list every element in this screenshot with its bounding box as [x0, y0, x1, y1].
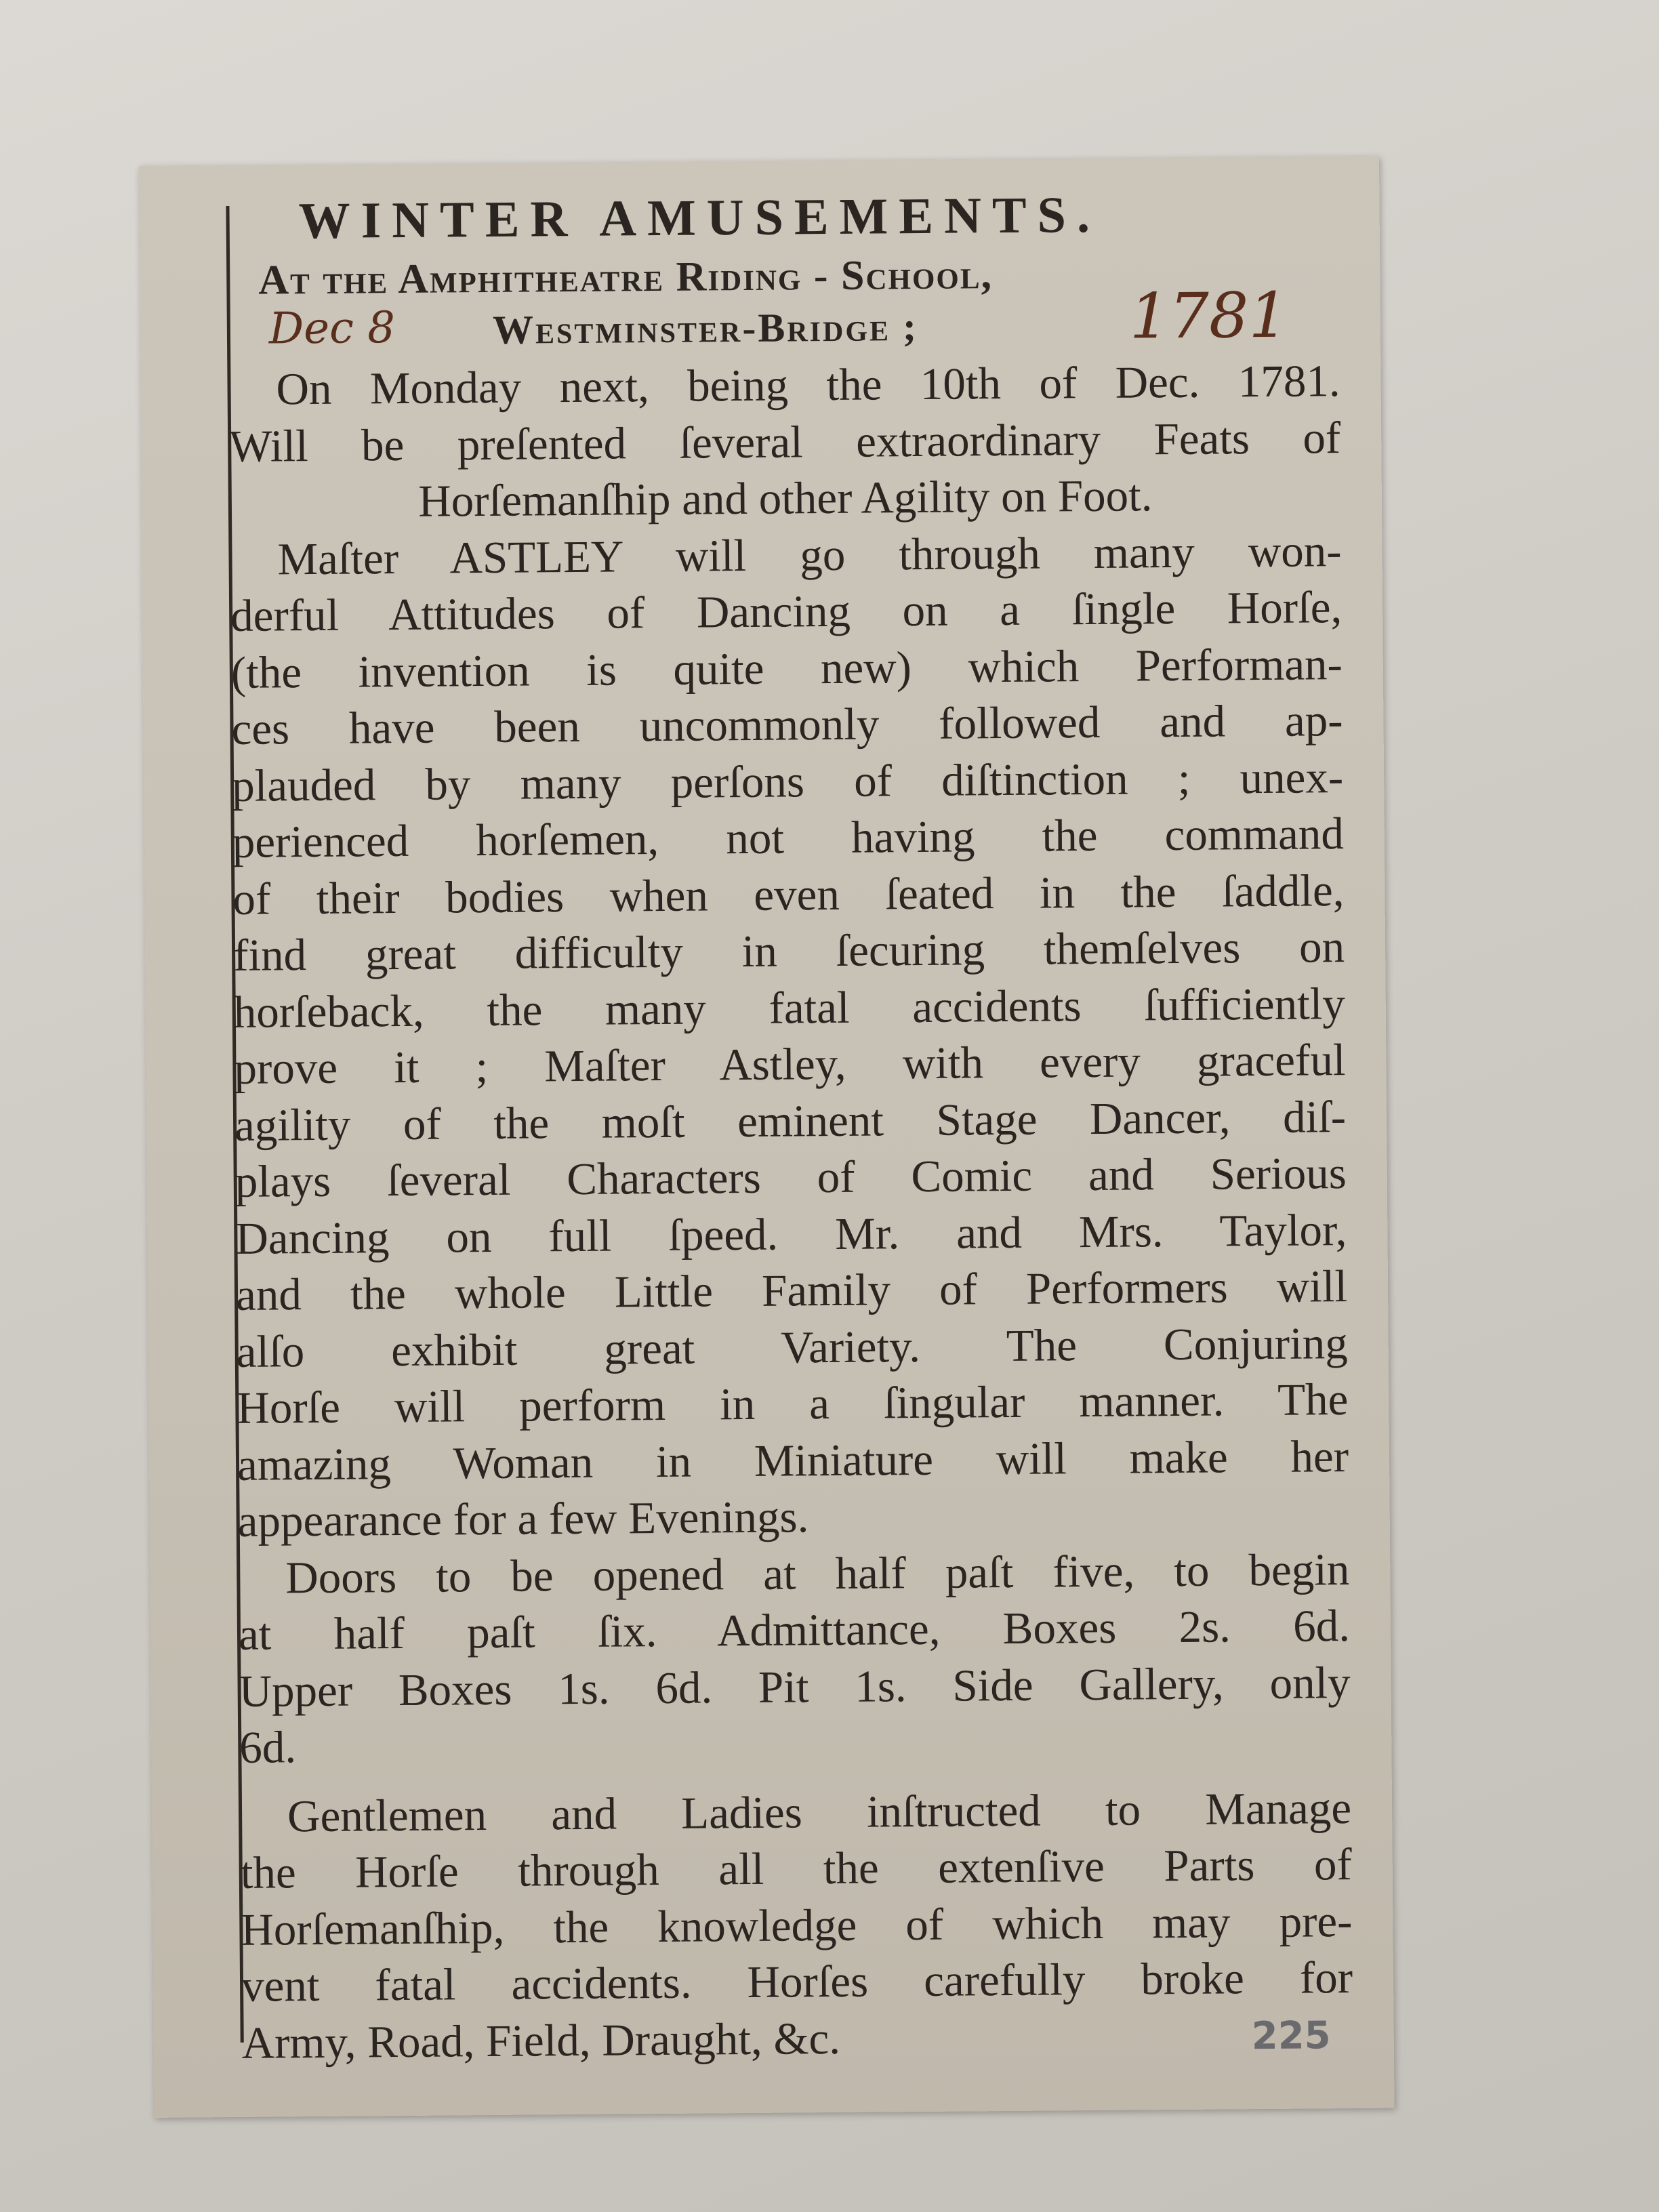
body-line: derful Attitudes of Dancing on a ſingle Horſe, — [230, 582, 1343, 641]
body-line: Dancing on full ſpeed. Mr. and Mrs. Taylor, — [235, 1204, 1347, 1264]
body-line: Maſter ASTLEY will go through many won- — [277, 525, 1342, 584]
body-line: ces have been uncommonly followed and ap- — [231, 695, 1343, 754]
body-line: vent fatal accidents. Horſes carefully broke for — [241, 1952, 1353, 2011]
body-line: (the invention is quite new) which Performan- — [230, 638, 1343, 698]
body-line: Gentlemen and Ladies inſtructed to Manage — [287, 1782, 1352, 1841]
body-line: plays ſeveral Characters of Comic and Serious — [234, 1148, 1347, 1207]
handwritten-year-annotation: 1781 — [1129, 279, 1289, 353]
body-line: amazing Woman in Miniature will make her — [237, 1431, 1349, 1490]
body-line: 6d. — [239, 1722, 297, 1773]
body-line: Doors to be opened at half paſt five, to begin — [285, 1544, 1350, 1603]
body-line: appearance for a few Evenings. — [237, 1492, 809, 1547]
body-line: alſo exhibit great Variety. The Conjuring — [236, 1317, 1348, 1377]
body-line: Will be preſented ſeveral extraordinary Feats of — [228, 412, 1341, 472]
handwritten-date-annotation: Dec 8 — [268, 303, 396, 354]
body-line: agility of the moſt eminent Stage Dancer, diſ- — [234, 1091, 1347, 1151]
body-line: prove it ; Maſter Astley, with every graceful — [234, 1035, 1346, 1094]
body-line: Horſemanſhip, the knowledge of which may pre- — [241, 1896, 1353, 1955]
page-number: 225 — [1251, 2013, 1331, 2059]
body-line: at half paſt ſix. Admittance, Boxes 2s. 6d. — [238, 1601, 1351, 1660]
body-line: Upper Boxes 1s. 6d. Pit 1s. Side Gallery, only — [239, 1657, 1351, 1717]
body-line: perienced horſemen, not having the command — [232, 808, 1345, 867]
body-line: Horſe will perform in a ſingular manner. The — [237, 1374, 1349, 1433]
body-line: Horſemanſhip and other Agility on Foot. — [418, 470, 1153, 527]
body-line: the Horſe through all the extenſive Parts of — [240, 1839, 1353, 1898]
body-line: horſeback, the many fatal accidents ſufficiently — [233, 978, 1346, 1038]
body-line: Army, Road, Field, Draught, &c. — [241, 2013, 841, 2068]
newspaper-clipping — [139, 157, 1395, 2118]
body-line: of their bodies when even ſeated in the ſaddle, — [232, 865, 1345, 924]
body-line: plauded by many perſons of diſtinction ; unex- — [231, 752, 1344, 811]
place-line: Westminster-Bridge ; — [492, 304, 919, 352]
subhead: At the Amphitheatre Riding - School, — [258, 251, 994, 304]
body-line: On Monday next, being the 10th of Dec. 1781. — [276, 356, 1340, 415]
article-body — [228, 353, 1353, 2072]
headline: WINTER AMUSEMENTS. — [298, 186, 1101, 250]
body-line: find great difficulty in ſecuring themſelves on — [232, 922, 1345, 981]
body-line: and the whole Little Family of Performers will — [235, 1261, 1348, 1320]
